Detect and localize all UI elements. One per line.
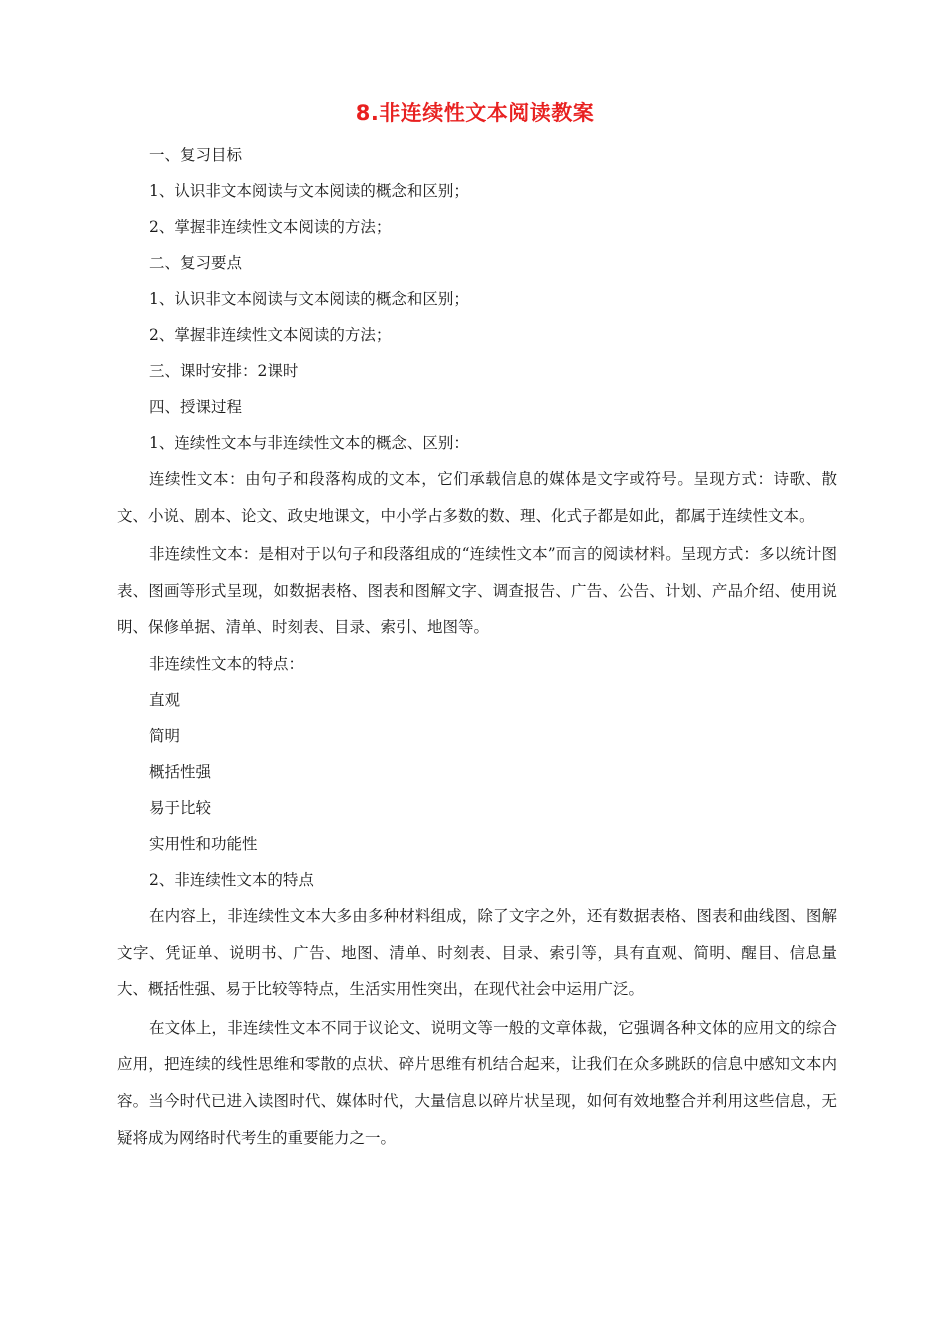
heading-review-goals: 一、复习目标	[149, 146, 243, 164]
paragraph-style: 在文体上，非连续性文本不同于议论文、说明文等一般的文章体裁，它强调各种文体的应用文的综合应用，把连续的线性思维和零散的点状、碎片思维有机结合起来，让我们在众多跳跃的信息中感知文本内容。当今时代已进入读图时代、媒体时代，大量信息以碎片状呈现，如何有效地整合并利用这些信息，无疑将成为网络时代考生的重要能力之一。	[117, 1018, 837, 1147]
feature-item: 实用性和功能性	[149, 834, 258, 853]
feature-item: 直观	[149, 690, 181, 709]
section-1-heading: 1、连续性文本与非连续性文本的概念、区别：	[149, 434, 469, 452]
feature-item: 概括性强	[149, 762, 212, 781]
paragraph-content: 在内容上，非连续性文本大多由多种材料组成，除了文字之外，还有数据表格、图表和曲线图、图解文字、凭证单、说明书、广告、地图、清单、时刻表、目录、索引等，具有直观、简明、醒目、信息量大、概括性强、易于比较等特点，生活实用性突出，在现代社会中运用广泛。	[117, 906, 837, 999]
heading-schedule: 三、课时安排：2课时	[149, 362, 299, 380]
document-title: 8.非连续性文本阅读教案	[355, 101, 595, 125]
features-heading: 非连续性文本的特点：	[149, 654, 305, 673]
section-2-heading: 2、非连续性文本的特点	[149, 870, 314, 889]
heading-process: 四、授课过程	[149, 398, 243, 416]
paragraph-continuous-text: 连续性文本：由句子和段落构成的文本，它们承载信息的媒体是文字或符号。呈现方式：诗歌、散文、小说、剧本、论文、政史地课文，中小学占多数的数、理、化式子都是如此，都属于连续性文本。	[117, 470, 837, 525]
paragraph-noncontinuous-text: 非连续性文本：是相对于以句子和段落组成的“连续性文本”而言的阅读材料。呈现方式：多以统计图表、图画等形式呈现，如数据表格、图表和图解文字、调查报告、广告、公告、计划、产品介绍、使用说明、保修单据、清单、时刻表、目录、索引、地图等。	[117, 545, 837, 637]
heading-review-points: 二、复习要点	[149, 254, 243, 272]
feature-item: 易于比较	[149, 798, 212, 817]
point-item-1: 1、认识非文本阅读与文本阅读的概念和区别；	[149, 290, 469, 308]
goal-item-2: 2、掌握非连续性文本阅读的方法；	[149, 218, 392, 236]
goal-item-1: 1、认识非文本阅读与文本阅读的概念和区别；	[149, 182, 469, 200]
point-item-2: 2、掌握非连续性文本阅读的方法；	[149, 326, 392, 344]
feature-item: 简明	[149, 726, 181, 745]
document-body	[117, 137, 837, 1156]
